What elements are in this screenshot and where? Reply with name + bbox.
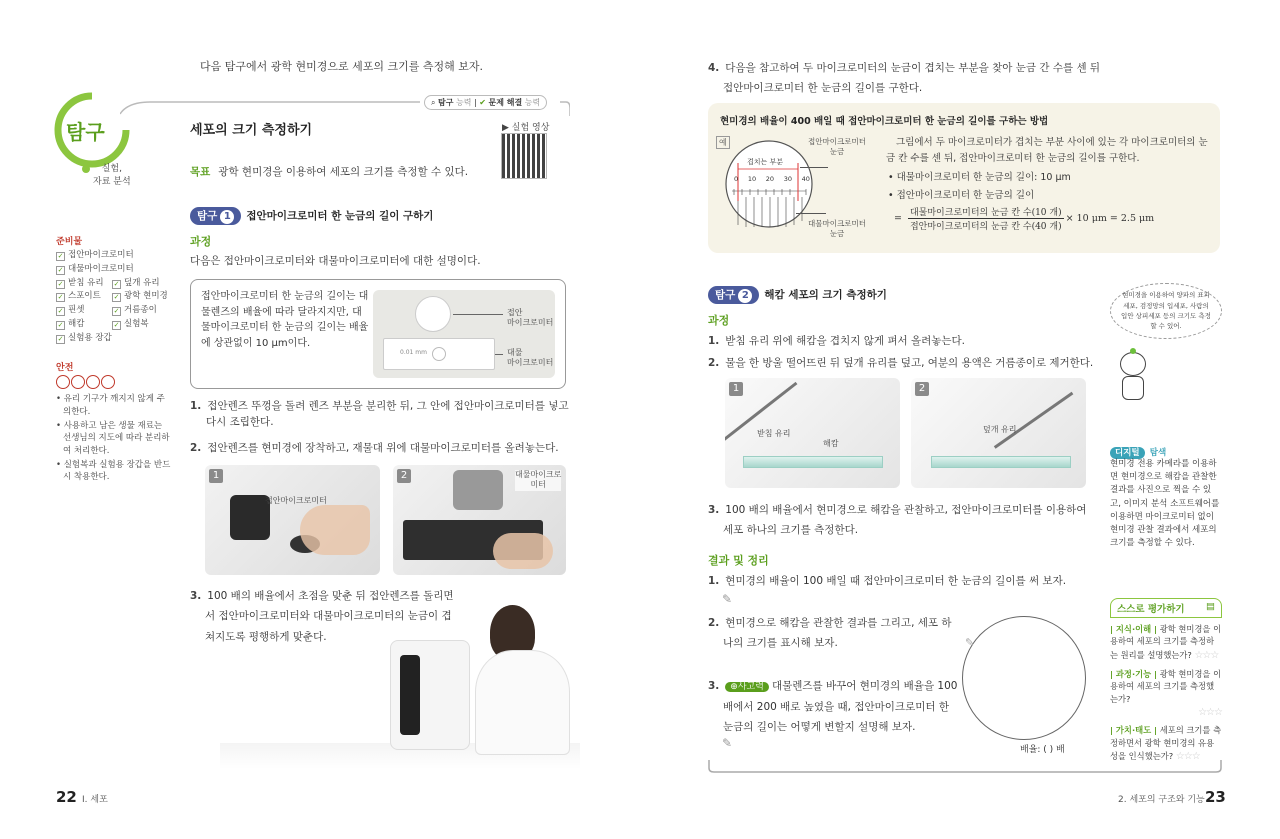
microscope-arm <box>400 655 420 735</box>
digital-tag <box>1110 440 1166 459</box>
rating-stars[interactable]: ☆☆☆ <box>1194 649 1219 661</box>
eyepiece-micrometer-disc <box>415 296 451 332</box>
intro-text: 다음 탐구에서 광학 현미경으로 세포의 크기를 측정해 보자. <box>200 60 483 73</box>
materials-list <box>56 249 171 344</box>
mat-8: ✓ 해캄 <box>57 318 85 329</box>
micrometer-view <box>724 139 814 229</box>
sub1-pill <box>190 207 241 225</box>
slide-circle <box>432 347 446 361</box>
glass-slide-2 <box>931 456 1071 468</box>
proc-label-left: 과정 <box>190 235 212 248</box>
pencil-icon[interactable]: ✎ <box>722 592 733 606</box>
box-label1b: 마이크로미터 <box>507 318 554 328</box>
badge-a: 탐구 <box>438 98 454 107</box>
goal-text: 광학 현미경을 이용하여 세포의 크기를 측정할 수 있다. <box>218 166 469 178</box>
safety-title: 안전 <box>56 363 74 374</box>
badge-a2: 능력 <box>456 98 472 107</box>
frac-res: × 10 μm = 2.5 μm <box>1065 213 1155 224</box>
leader-eye <box>800 167 828 168</box>
frac-bot: 접안마이크로미터의 눈금 칸 수(40 개) <box>909 222 1062 232</box>
self-item-2: | 가치·태도 | 세포의 크기를 측정하면서 광학 현미경의 유용성을 인식했는가? ☆☆☆ <box>1110 725 1222 763</box>
hand-image-2 <box>493 533 553 569</box>
mat-2: ✓ 받침 유리 <box>57 277 104 288</box>
photo-4 <box>911 378 1086 488</box>
photo-2 <box>393 465 566 575</box>
ability-badges: ⌕ 탐구 능력 | ✔ 문제 해결 능력 <box>424 95 547 110</box>
search-icon: ⌕ <box>431 98 436 107</box>
frac-top: 대물마이크로미터의 눈금 칸 수(10 개) <box>908 205 1064 219</box>
safety-1: • 사용하고 남은 생물 재료는 선생님의 지도에 따라 분리하여 처리한다. <box>56 420 170 456</box>
step2-num: 2. <box>190 442 202 454</box>
bubble-text: 현미경을 이용하여 양파의 표피세포, 검정망의 입세포, 사람의 입안 상피세포 등의 크기도 측정할 수 있어. <box>1121 291 1211 331</box>
qr-code[interactable] <box>501 133 547 179</box>
tweezers-2 <box>994 392 1074 449</box>
tamgu-logo-text: 탐구 <box>66 120 105 144</box>
student-photo <box>220 595 580 770</box>
digital-text: 현미경 전용 카메라를 이용하면 현미경으로 해캄을 관찰한 결과를 사진으로 찍을 수 있고, 이미지 분석 소프트웨어를 이용하면 마이크로미터 없이 현미경 관찰 결과에서 세포의 크기를 측정할 수 있다. <box>1110 459 1220 549</box>
sub2-pill-text: 탐구 <box>715 289 736 301</box>
method-explain: 그림에서 두 마이크로미터가 겹치는 부분 사이에 있는 각 마이크로미터의 눈금 칸 수를 센 뒤, 접안마이크로미터 한 눈금의 길이를 구한다. <box>886 137 1208 164</box>
glass-slide <box>743 456 883 468</box>
proc-intro: 다음은 접안마이크로미터와 대물마이크로미터에 대한 설명이다. <box>190 255 481 267</box>
eyepiece-image <box>230 495 270 540</box>
page-num-left: 22 <box>56 788 77 806</box>
fraction-formula <box>894 205 1154 232</box>
mascot-image <box>1112 348 1152 404</box>
info-box <box>190 279 566 389</box>
sub1-num: 1 <box>220 210 234 224</box>
obj-label1: 대물마이크로미터 <box>808 219 866 228</box>
mat-9: ✓ 실험복 <box>113 318 149 329</box>
leader-line-1 <box>453 314 503 315</box>
digital-tag2: 탐색 <box>1149 448 1167 458</box>
safety-2: • 실험복과 실험용 장갑을 반드시 착용한다. <box>56 459 171 483</box>
step3-num: 3. <box>190 590 202 602</box>
mat-10: ✓ 실험용 장갑 <box>57 332 112 343</box>
plus-icon: ⊕ <box>730 682 738 692</box>
photo2-label2: 미터 <box>530 480 546 490</box>
mat-4: ✓ 스포이트 <box>57 291 101 302</box>
q3-tag: ⊕사고력 <box>725 682 769 692</box>
badge-b2: 능력 <box>524 98 541 107</box>
checklist-icon: ▤ <box>1206 601 1215 612</box>
mat-0: ✓ 접안마이크로미터 <box>57 250 134 260</box>
r1-num: 1. <box>708 335 720 347</box>
mat-7: ✓ 거름종이 <box>113 305 157 315</box>
leader-obj <box>796 213 826 214</box>
step1: 접안렌즈 뚜껑을 돌려 렌즈 부분을 분리한 뒤, 그 안에 접안마이크로미터를 넣고 다시 조립한다. <box>206 400 569 429</box>
mat-6: ✓ 핀셋 <box>57 305 85 315</box>
lab-coat <box>475 650 570 755</box>
photo2-label1: 대물마이크로 <box>515 470 562 479</box>
box-label2: 대물 <box>507 348 523 357</box>
badge-b: 문제 해결 <box>488 98 523 107</box>
goggles-icon <box>56 375 70 389</box>
play-icon: ▶ <box>502 123 509 133</box>
photo3-badge: 1 <box>729 382 743 396</box>
step1-num: 1. <box>190 400 202 412</box>
obj-label2: 눈금 <box>829 228 845 238</box>
sub2-title: 해캄 세포의 크기 측정하기 <box>764 289 887 301</box>
safety-0: • 유리 기구가 깨지지 않게 주의한다. <box>56 394 165 417</box>
q2-num: 2. <box>708 617 720 629</box>
photo3-l1: 받침 유리 <box>757 429 791 438</box>
r3: 100 배의 배율에서 현미경으로 해캄을 관찰하고, 접안마이크로미터를 이용하여 세포 하나의 크기를 측정한다. <box>723 504 1087 537</box>
leader-line-2 <box>495 354 503 355</box>
photo-3 <box>725 378 900 488</box>
q1: 현미경의 배율이 100 배일 때 접안마이크로미터 한 눈금의 길이를 써 보자. <box>725 575 1067 587</box>
hand-icon <box>101 375 115 389</box>
method-box <box>708 103 1220 253</box>
q3: 대물렌즈를 바꾸어 현미경의 배율을 100 배에서 200 배로 높였을 때, 접안마이크로미터 한 눈금의 길이는 어떻게 변할지 설명해 보자. <box>723 680 958 734</box>
overlap-label: 겹치는 부분 <box>747 158 784 166</box>
tag1: 실험, <box>101 164 122 174</box>
hand-image <box>300 505 370 555</box>
micrometer-figure <box>373 290 555 378</box>
self-title: 스스로 평가하기 <box>1117 604 1185 615</box>
check-icon: ✔ <box>479 98 486 107</box>
q2: 현미경으로 해캄을 관찰한 결과를 그리고, 세포 하나의 크기를 표시해 보자. <box>723 617 952 650</box>
sub1-pill-text: 탐구 <box>197 210 218 222</box>
self-item-1: | 과정·기능 | 광학 현미경을 이용하여 세포의 크기를 측정했는가? ☆☆☆ <box>1110 668 1222 719</box>
tag-dot <box>82 165 90 173</box>
step2: 접안렌즈를 현미경에 장착하고, 재물대 위에 대물마이크로미터를 올려놓는다. <box>207 442 559 454</box>
video-label[interactable] <box>502 120 549 133</box>
slide-scale: 0.01 mm <box>400 349 427 356</box>
magnification-field[interactable]: 배율: ( ) 배 <box>1020 745 1065 755</box>
q3-num: 3. <box>708 680 720 692</box>
digital-tag-text: 디지털 <box>1110 447 1145 459</box>
mat-1: ✓ 대물마이크로미터 <box>57 263 134 274</box>
result-label: 결과 및 정리 <box>708 554 769 567</box>
photo2-badge: 2 <box>397 469 411 483</box>
step3: 100 배의 배율에서 초점을 맞춘 뒤 접안렌즈를 돌리면서 접안마이크로미터와 대물마이크로미터의 눈금이 겹쳐지도록 평행하게 맞춘다. <box>205 590 454 643</box>
photo3-l2: 해캄 <box>823 439 839 448</box>
speech-bubble <box>1110 283 1222 339</box>
drawing-circle[interactable] <box>962 616 1086 740</box>
self-eval-box <box>1110 598 1222 764</box>
page-num-right: 23 <box>1205 788 1226 806</box>
photo1-label: 접안마이크로미터 <box>265 496 327 505</box>
box-label1: 접안 <box>507 308 523 317</box>
objective-lens-image <box>453 470 503 510</box>
photo4-badge: 2 <box>915 382 929 396</box>
self-item-0: | 지식·이해 | 광학 현미경을 이용하여 세포의 크기를 측정하는 원리를 설명했는가? ☆☆☆ <box>1110 624 1222 661</box>
pencil-icon-3: ✎ <box>965 636 975 649</box>
tag2: 자료 분석 <box>93 176 131 187</box>
bullet1: • 대물마이크로미터 한 눈금의 길이: 10 μm <box>888 172 1071 183</box>
frac-eq: = <box>894 213 902 224</box>
mat-3: ✓ 덮개 유리 <box>113 277 160 288</box>
photo-1 <box>205 465 380 575</box>
r2: 물을 한 방울 떨어뜨린 뒤 덮개 유리를 덮고, 여분의 용액은 거름종이로 제거한다. <box>725 357 1094 369</box>
video-text: 실험 영상 <box>511 123 550 133</box>
eye-label2: 눈금 <box>829 146 845 156</box>
objective-micrometer-slide <box>383 338 495 370</box>
materials-title: 준비물 <box>56 237 83 247</box>
sub2-num: 2 <box>738 289 752 303</box>
r2-num: 2. <box>708 357 720 369</box>
exp-title: 세포의 크기 측정하기 <box>190 123 313 138</box>
sub1-title: 접안마이크로미터 한 눈금의 길이 구하기 <box>246 210 434 222</box>
photo4-l1: 덮개 유리 <box>983 425 1017 434</box>
mat-5: ✓ 광학 현미경 <box>113 291 168 302</box>
r3-num: 3. <box>708 504 720 516</box>
r1: 받침 유리 위에 해캄을 겹치지 않게 펴서 올려놓는다. <box>725 335 966 347</box>
goal-label: 목표 <box>190 166 211 178</box>
glove-icon <box>86 375 100 389</box>
safety-icons <box>56 375 171 389</box>
rating-stars[interactable]: ☆☆☆ <box>1175 751 1200 763</box>
q1-num: 1. <box>708 575 720 587</box>
example-tag: 예 <box>716 136 730 149</box>
pencil-icon-2[interactable]: ✎ <box>722 736 733 750</box>
photo1-badge: 1 <box>209 469 223 483</box>
eye-label1: 접안마이크로미터 <box>808 137 866 146</box>
page-label-left: I. 세포 <box>82 795 108 805</box>
sub2-pill <box>708 286 759 304</box>
step4: 다음을 참고하여 두 마이크로미터의 눈금이 겹치는 부분을 찾아 눈금 간 수를 센 뒤 접안마이크로미터 한 눈금의 길이를 구한다. <box>723 62 1101 95</box>
box-label2b: 마이크로미터 <box>507 358 554 368</box>
step4-num: 4. <box>708 62 720 74</box>
bullet2: • 접안마이크로미터 한 눈금의 길이 <box>888 190 1035 201</box>
tick-labels: 0 10 20 30 40 <box>734 175 810 183</box>
page-label-right: 2. 세포의 구조와 기능 <box>1118 795 1205 805</box>
method-title: 현미경의 배율이 400 배일 때 접안마이크로미터 한 눈금의 길이를 구하는 방법 <box>720 116 1049 127</box>
proc-label-right: 과정 <box>708 314 730 327</box>
glass-icon <box>71 375 85 389</box>
rating-stars[interactable]: ☆☆☆ <box>1198 707 1222 719</box>
info-box-text: 접안마이크로미터 한 눈금의 길이는 대물렌즈의 배율에 따라 달라지지만, 대물마이크로미터 한 눈금의 길이는 배율에 상관없이 10 μm이다. <box>201 291 369 349</box>
